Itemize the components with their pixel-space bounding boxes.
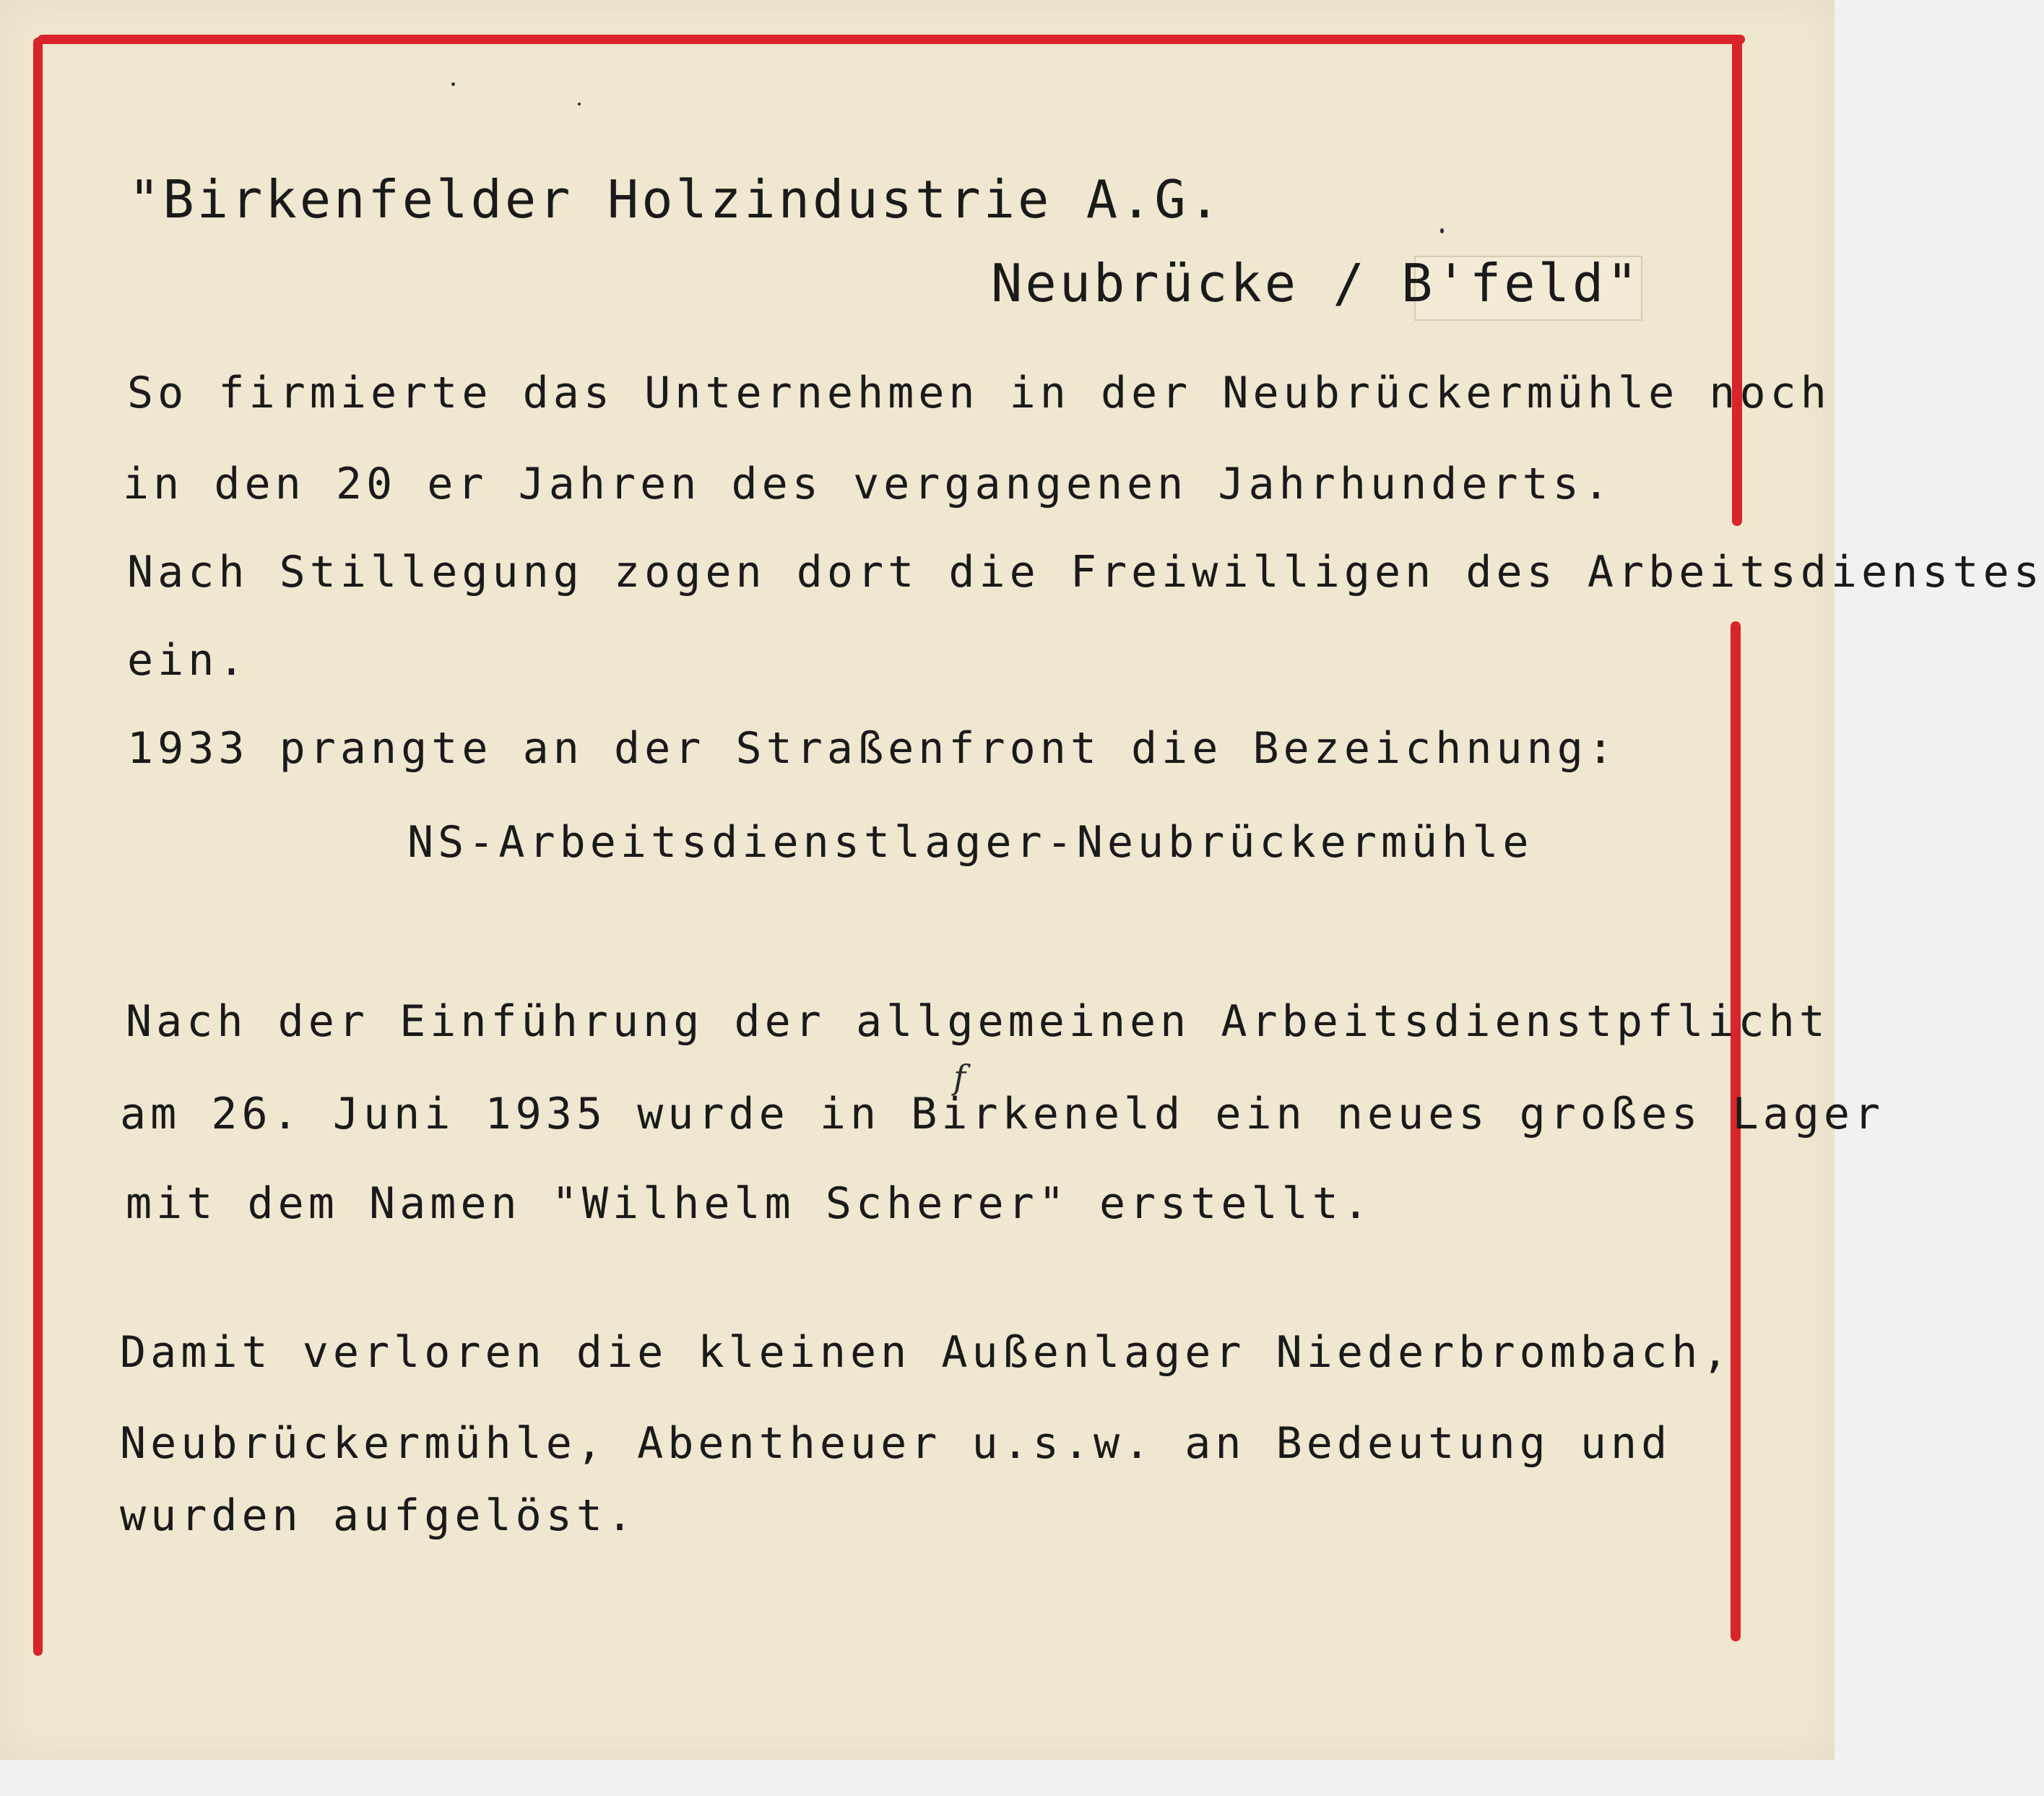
red-frame-top: [38, 35, 1745, 44]
text-line-8: am 26. Juni 1935 wurde in Birkeneld ein neues großes Lager: [120, 1089, 1885, 1139]
handwritten-insert: f: [953, 1058, 966, 1097]
text-line-10: Damit verloren die kleinen Außenlager Niederbrombach,: [120, 1327, 1733, 1378]
heading-line-1: "Birkenfelder Holzindustrie A.G.: [129, 169, 1224, 230]
paper-speck: [578, 103, 581, 105]
red-frame-left: [33, 38, 43, 1656]
text-line-12: wurden aufgelöst.: [120, 1490, 638, 1541]
text-line-2: in den 20 er Jahren des vergangenen Jahrhunderts.: [123, 459, 1614, 509]
text-line-3: Nach Stillegung zogen dort die Freiwilligen des Arbeitsdienstes: [127, 547, 2044, 597]
heading-line-2: Neubrücke / B'feld": [991, 253, 1641, 314]
text-line-11: Neubrückermühle, Abentheuer u.s.w. an Bedeutung und: [120, 1418, 1672, 1469]
text-line-4: ein.: [127, 635, 249, 686]
text-line-5: 1933 prangte an der Straßenfront die Bezeichnung:: [127, 723, 1619, 774]
text-line-7: Nach der Einführung der allgemeinen Arbeitsdienstpflicht: [126, 996, 1829, 1047]
red-frame-right-upper: [1732, 36, 1742, 526]
text-line-1: So firmierte das Unternehmen in der Neubrückermühle noch: [127, 368, 1831, 418]
paper-speck: [451, 82, 455, 86]
text-line-9: mit dem Namen "Wilhelm Scherer" erstellt.: [126, 1178, 1374, 1229]
paper-speck: [1440, 228, 1444, 233]
text-line-6: NS-Arbeitsdienstlager-Neubrückermühle: [407, 817, 1533, 868]
